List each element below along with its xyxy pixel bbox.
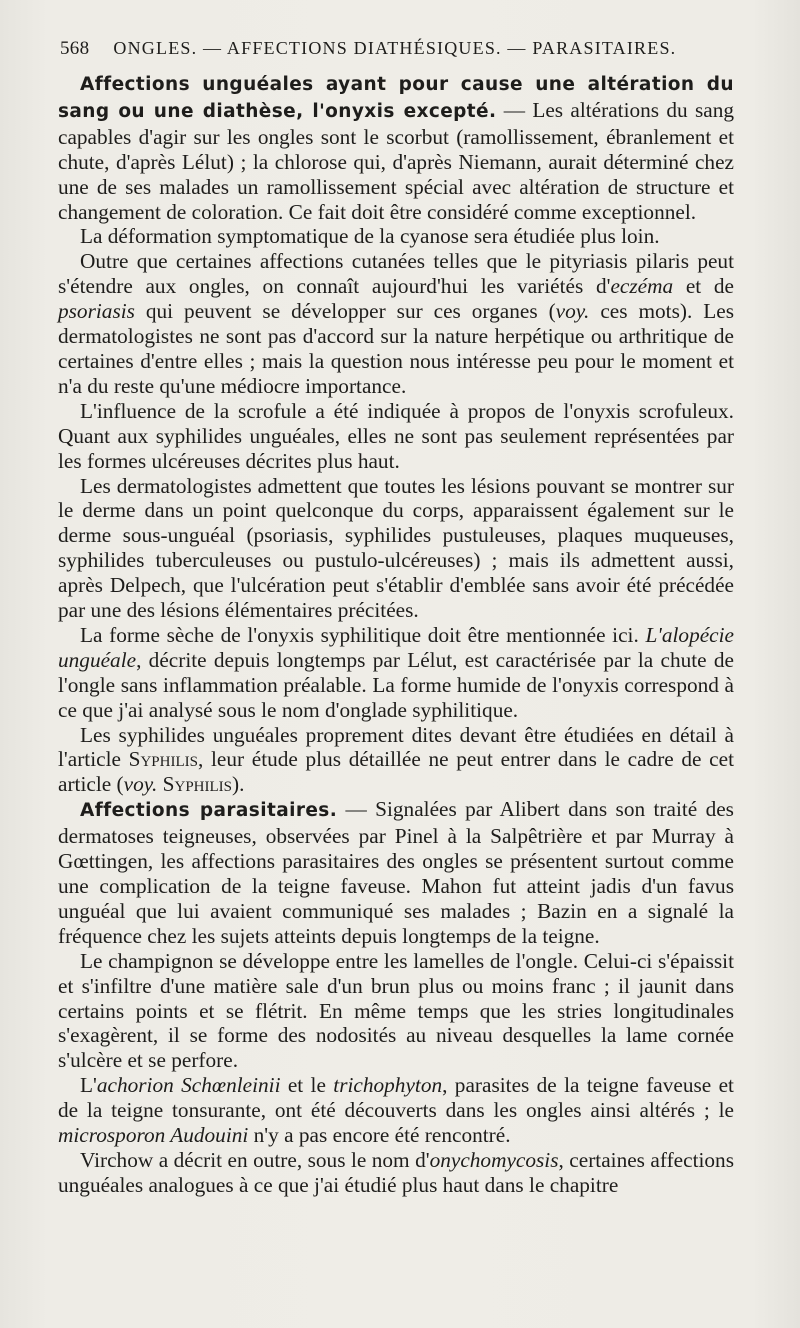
paragraph-cyanose bbox=[58, 224, 734, 249]
paragraph-text: La déformation symptomatique de la cyanose sera étudiée plus loin. bbox=[80, 224, 660, 249]
paragraph-dry-form bbox=[58, 623, 734, 723]
text-run: , décrite depuis longtemps par Lélut, est caractérisée par la chute de l'ongle sans inflammation préalable. La forme humide de l'onyxis correspond à ce que j'ai analysé sous le nom d'onglade syphilitique. bbox=[58, 647, 734, 722]
text-run: , certaines affections unguéales analogues à ce que j'ai étudié plus haut dans le chapitre bbox=[58, 1147, 734, 1197]
text-run: , leur étude plus détaillée ne peut entrer dans le cadre de cet article ( bbox=[58, 747, 734, 797]
paragraph-blood-affections bbox=[58, 71, 734, 224]
paragraph-text: — Les altérations du sang capables d'agir sur les ongles sont le scorbut (ramollissement, ébranlement et chute, d'après Lélut) ; la chlorose qui, d'après Niemann, aurait déterminé chez une de ses malades un ramollissement spécial avec altération de structure et changement de coloration. Ce fait doit être considéré comme exceptionnel. bbox=[58, 97, 734, 224]
paragraph-syphilides bbox=[58, 723, 734, 798]
paragraph-text: L'influence de la scrofule a été indiquée à propos de l'onyxis scrofuleux. Quant aux syphilides unguéales, elles ne sont pas seulement représentées par les formes ulcéreuses décrites plus haut. bbox=[58, 398, 734, 473]
text-run: L' bbox=[80, 1073, 97, 1098]
running-title: ONGLES. — AFFECTIONS DIATHÉSIQUES. — PARASITAIRES. bbox=[113, 38, 677, 58]
text-run: et de bbox=[673, 274, 734, 299]
cross-reference: Syphilis bbox=[162, 772, 233, 797]
text-run: ). bbox=[232, 772, 245, 797]
italic-term: psoriasis bbox=[58, 299, 135, 324]
paragraph-scrofule bbox=[58, 399, 734, 474]
text-run: Outre que certaines affections cutanées telles que le pityriasis pilaris peut s'étendre aux ongles, on connaît aujourd'hui les variétés d' bbox=[58, 249, 734, 299]
text-run: Virchow a décrit en outre, sous le nom d' bbox=[80, 1147, 430, 1172]
text-run: et le bbox=[280, 1073, 334, 1098]
italic-term: onychomycosis bbox=[429, 1147, 559, 1172]
italic-term: eczéma bbox=[610, 274, 674, 299]
page-body bbox=[58, 71, 734, 1198]
paragraph-dermatologists bbox=[58, 474, 734, 623]
paragraph-virchow bbox=[58, 1148, 734, 1198]
paragraph-achorion bbox=[58, 1073, 734, 1148]
paragraph-text: Les dermatologistes admettent que toutes les lésions pouvant se montrer sur le derme dans un point quelconque du corps, apparaissent également sur le derme sous-unguéal (psoriasis, syphilides pustuleuses, plaques muqueuses, syphilides tuberculeuses ou pustulo-ulcéreuses) ; mais ils admettent aussi, après Delpech, que l'ulcération peut s'établir d'emblée sans avoir été précédée par une des lésions élémentaires précitées. bbox=[58, 473, 734, 623]
text-run: n'y a pas encore été rencontré. bbox=[248, 1123, 511, 1148]
text-run: , parasites de la teigne faveuse et de la teigne tonsurante, ont été découverts dans les ongles ainsi altérés ; le bbox=[58, 1073, 734, 1123]
section-heading-parasitic: Affections parasitaires. bbox=[80, 800, 338, 822]
italic-term: microsporon Audouini bbox=[58, 1123, 249, 1148]
text-run: La forme sèche de l'onyxis syphilitique doit être mentionnée ici. bbox=[80, 622, 646, 647]
page-number: 568 bbox=[60, 38, 90, 59]
running-header bbox=[60, 38, 740, 60]
italic-term: L'alopécie unguéale bbox=[58, 622, 734, 672]
paragraph-skin-affections bbox=[58, 249, 734, 398]
paragraph-text: — Signalées par Alibert dans son traité des dermatoses teigneuses, observées par Pinel à la Salpêtrière et par Murray à Gœttingen, les affections parasitaires des ongles se présentent surtout comme une complication de la teigne faveuse. Mahon fut atteint jadis d'un favus unguéal que lui avaient communiqué ses malades ; Bazin en a signalé la fréquence chez les sujets atteints depuis longtemps de la teigne. bbox=[58, 797, 734, 948]
paragraph-text: Le champignon se développe entre les lamelles de l'ongle. Celui-ci s'épaissit et s'infiltre d'une matière sale d'un brun plus ou moins franc ; il jaunit dans certains points et se flétrit. En même temps que les stries longitudinales s'exagèrent, il se forme des nodosités au niveau desquelles la lame cornée s'ulcère et se perfore. bbox=[58, 948, 734, 1073]
section-heading-blood: Affections unguéales ayant pour cause une altération du sang ou une diathèse, l'onyxis excepté. bbox=[58, 74, 734, 122]
italic-term: voy. bbox=[555, 299, 590, 324]
italic-term: voy. bbox=[123, 772, 158, 797]
italic-term: trichophyton bbox=[333, 1073, 443, 1098]
italic-term: achorion Schœnleinii bbox=[96, 1073, 281, 1098]
text-run: ces mots). Les dermatologistes ne sont pas d'accord sur la nature herpétique ou arthritique de certaines d'entre elles ; mais la question nous intéresse peu pour le moment et n'a du reste qu'une médiocre importance. bbox=[58, 299, 734, 398]
text-run: qui peuvent se développer sur ces organes ( bbox=[134, 299, 556, 324]
paragraph-parasitic-affections bbox=[58, 797, 734, 948]
text-run: Les syphilides unguéales proprement dites devant être étudiées en détail à l'article bbox=[58, 722, 734, 772]
paragraph-champignon bbox=[58, 949, 734, 1074]
cross-reference: Syphilis bbox=[128, 747, 198, 772]
